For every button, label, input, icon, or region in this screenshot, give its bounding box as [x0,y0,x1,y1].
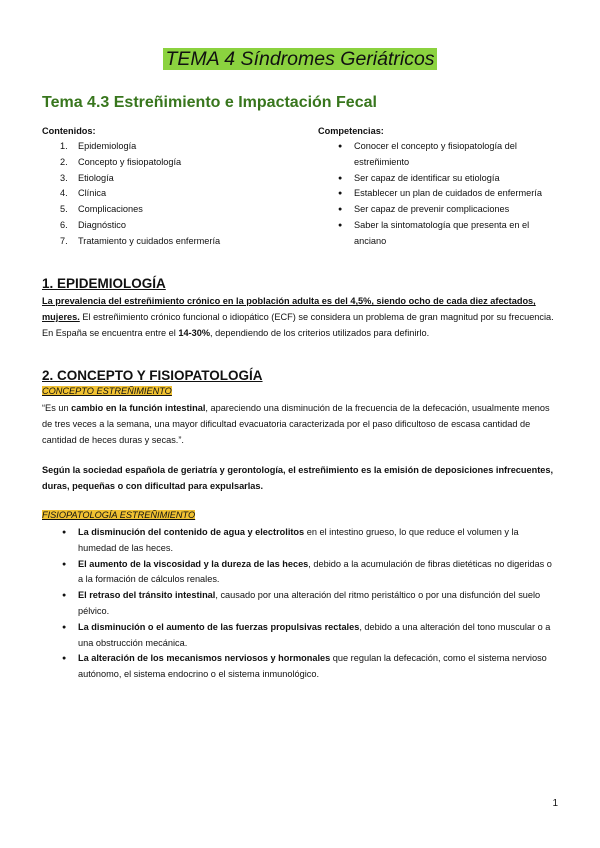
physiopathology-list [62,525,558,683]
competencies-list [338,139,550,250]
section-heading-epidemiology: 1. EPIDEMIOLOGÍA [42,276,166,291]
list-item: ● Conocer el concepto y fisiopatología del estreñimiento [338,139,550,171]
epidemiology-text: La prevalencia del estreñimiento crónico en la población adulta es del 4,5%, siendo ocho de cada diez afectados, mujeres. El estreñimiento crónico funcional o idiopático (ECF) se considera un problema de gran magnitud por su frecuencia. En España se encuentra entre el 14-30%, dependiendo de los criterios utilizados para definirlo. [42,296,554,338]
page-number: 1 [552,798,558,809]
list-item: ● Ser capaz de prevenir complicaciones [338,202,550,218]
list-item: 7. Tratamiento y cuidados enfermería [60,235,221,246]
concept-text: “Es un cambio en la función intestinal, apareciendo una disminución de la frecuencia de la defecación, usualmente menos de tres veces a la semana, una mayor dificultad evacuatoria caracterizada por el paso dificultoso de escasa cantidad de cantidad de heces duras y secas.”. [42,403,550,445]
list-item: 2. Concepto y fisiopatología [60,156,182,167]
contents-list [60,139,220,250]
list-item: ● El aumento de la viscosidad y la dureza de las heces, debido a la acumulación de fibras dietéticas no digeridas o a la formación de cálculos renales. [62,557,558,589]
concept-label: CONCEPTO ESTREÑIMIENTO [42,386,172,396]
section-heading-concept: 2. CONCEPTO Y FISIOPATOLOGÍA [42,368,263,383]
list-item: ● Ser capaz de identificar su etiología [338,171,550,187]
list-item: ● La alteración de los mecanismos nerviosos y hormonales que regulan la defecación, como el sistema nervioso autónomo, el sistema endocrino o el sistema inmunológico. [62,651,558,683]
list-item: ● La disminución del contenido de agua y electrolitos en el intestino grueso, lo que reduce el volumen y la humedad de las heces. [62,525,558,557]
physiopathology-label: FISIOPATOLOGÍA ESTREÑIMIENTO [42,510,196,520]
list-item: 6. Diagnóstico [60,219,127,230]
page-title: TEMA 4 Síndromes Geriátricos [165,48,435,70]
list-item: 4. Clínica [60,188,107,199]
list-item: ● El retraso del tránsito intestinal, causado por una alteración del ritmo peristáltico o por una disfunción del suelo pélvico. [62,588,558,620]
definition-text: Según la sociedad española de geriatría y gerontología, el estreñimiento es la emisión de deposiciones infrecuentes, duras, pequeñas o con dificultad para expulsarlas. [42,465,554,491]
contents-label: Contenidos: [42,126,96,136]
competencies-label: Competencias: [318,126,384,136]
list-item: 3. Etiología [60,172,114,183]
list-item: 5. Complicaciones [60,204,143,215]
subtitle: Tema 4.3 Estreñimiento e Impactación Fecal [42,94,377,111]
list-item: ● Establecer un plan de cuidados de enfermería [338,186,550,202]
list-item: 1. Epidemiología [60,141,137,151]
list-item: ● Saber la sintomatología que presenta en el anciano [338,218,550,250]
list-item: ● La disminución o el aumento de las fuerzas propulsivas rectales, debido a una alteración del tono muscular o a una obstrucción mecánica. [62,620,558,652]
